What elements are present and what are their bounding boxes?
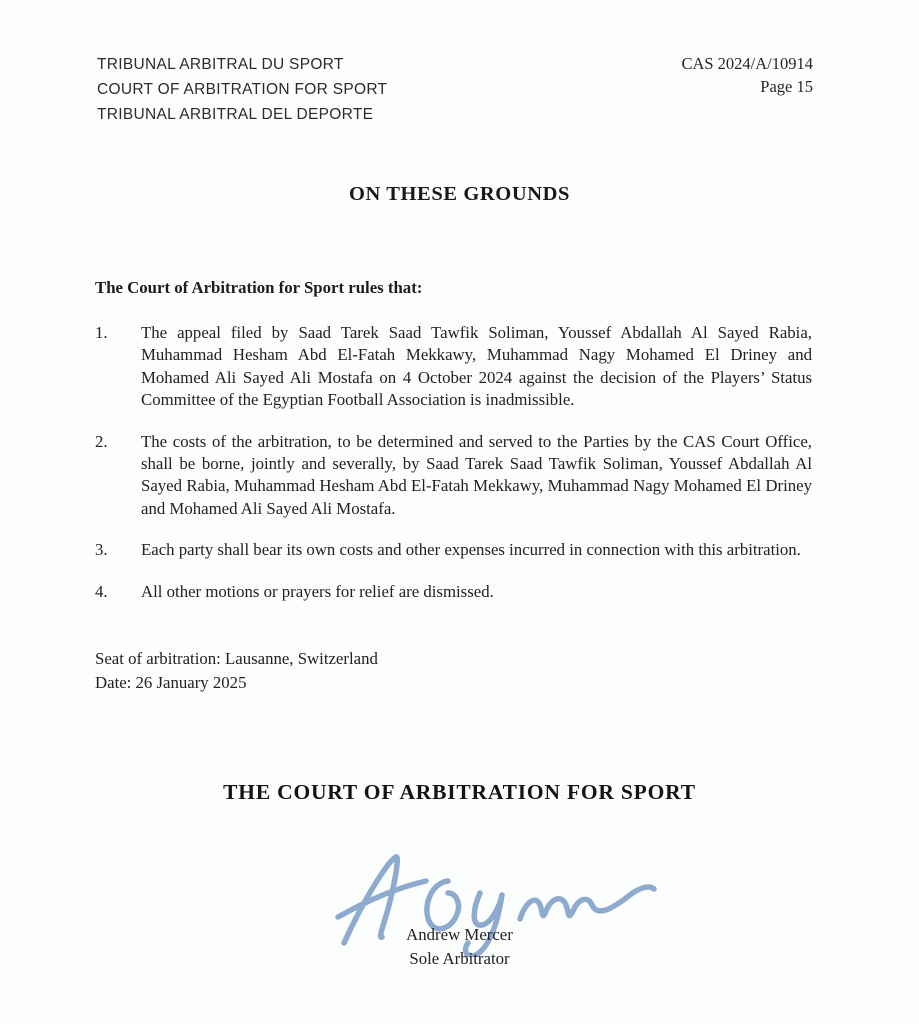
signature-area xyxy=(0,833,919,1013)
ruling-item-number: 3. xyxy=(95,540,108,560)
ruling-item-number: 1. xyxy=(95,323,108,342)
signatory-name: Andrew Mercer xyxy=(406,925,513,945)
seat-of-arbitration: Seat of arbitration: Lausanne, Switzerland xyxy=(95,649,378,669)
ruling-item-text: The appeal filed by Saad Tarek Saad Tawfik Soliman, Youssef Abdallah Al Sayed Rabia, Muhammad Hesham Abd El-Fatah Mekkawy, Muhammad Nagy Mohamed El Driney and Mohamed Ali Sayed Ali Mostafa on 4 October 2024 against the decision of the Players’ Status Committee of the Egyptian Football Association is inadmissible. xyxy=(141,323,812,410)
ruling-item-2 xyxy=(95,431,812,521)
ruling-item-1 xyxy=(95,322,812,412)
page-header xyxy=(0,0,919,127)
case-number: CAS 2024/A/10914 xyxy=(681,54,813,73)
ruling-item-number: 4. xyxy=(95,581,108,601)
signatory-block xyxy=(0,923,919,970)
signatory-role: Sole Arbitrator xyxy=(409,948,510,968)
closing-block xyxy=(95,647,812,694)
section-title: ON THESE GROUNDS xyxy=(348,183,571,205)
ruling-item-3 xyxy=(95,539,812,561)
tribunal-name-block xyxy=(97,52,387,127)
page-number: Page 15 xyxy=(760,77,813,96)
ruling-item-text: The costs of the arbitration, to be determined and served to the Parties by the CAS Court Office, shall be borne, jointly and severally, by Saad Tarek Saad Tawfik Soliman, Youssef Abdallah Al Sayed Rabia, Muhammad Hesham Abd El-Fatah Mekkawy, Muhammad Nagy Mohamed El Driney and Mohamed Ali Sayed Ali Mostafa. xyxy=(141,431,812,518)
ruling-list xyxy=(95,322,812,603)
ruling-item-4 xyxy=(95,581,812,603)
ruling-item-text: All other motions or prayers for relief are dismissed. xyxy=(141,581,494,601)
ruling-intro: The Court of Arbitration for Sport rules that: xyxy=(95,278,423,297)
case-reference-block xyxy=(681,52,813,127)
tribunal-name-fr: TRIBUNAL ARBITRAL DU SPORT xyxy=(97,56,344,73)
tribunal-name-en: COURT OF ARBITRATION FOR SPORT xyxy=(97,81,388,98)
award-date: Date: 26 January 2025 xyxy=(95,672,247,692)
tribunal-name-es: TRIBUNAL ARBITRAL DEL DEPORTE xyxy=(97,106,374,123)
ruling-item-number: 2. xyxy=(95,431,108,451)
ruling-item-text: Each party shall bear its own costs and other expenses incurred in connection with this arbitration. xyxy=(141,540,801,560)
signing-body-heading: THE COURT OF ARBITRATION FOR SPORT xyxy=(223,780,696,805)
